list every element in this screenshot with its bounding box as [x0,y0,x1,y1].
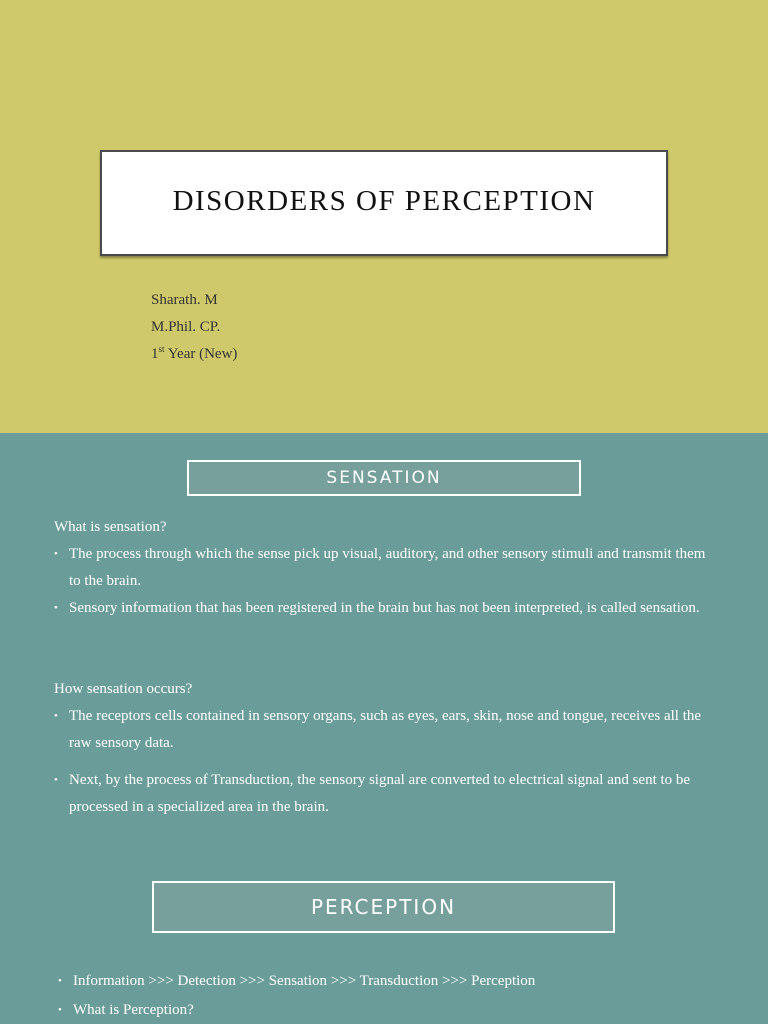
section-heading-sensation: SENSATION [187,460,581,496]
list-item-text: The process through which the sense pick up visual, auditory, and other sensory stimuli and transmit them to the brain. [69,546,706,589]
list-item-text: Next, by the process of Transduction, the sensory signal are converted to electrical signal and sent to be processed in a specialized area in the brain. [69,772,691,815]
year-superscript: st [158,344,165,354]
list-item [54,767,714,821]
author-year [151,341,237,368]
list-item-text: Sensory information that has been registered in the brain but has not been interpreted, is called sensation. [69,600,700,616]
bullet-icon: • [54,774,58,786]
list-item-text: What is Perception? [73,1002,194,1018]
author-block [151,287,237,368]
bullet-icon: • [54,602,58,614]
list-item-text: Information >>> Detection >>> Sensation >>> Transduction >>> Perception [73,973,536,989]
bullet-icon: • [58,975,62,987]
question-how-sensation: How sensation occurs? [54,681,193,697]
year-suffix: Year (New) [164,346,238,362]
year-prefix: 1 [151,346,159,362]
title-slide [0,0,768,433]
bullet-icon: • [54,710,58,722]
list-item [58,968,718,995]
bullet-icon: • [58,1004,62,1016]
section-heading-perception: PERCEPTION [152,881,615,933]
list-item [58,997,718,1024]
author-name: Sharath. M [151,292,218,308]
bullet-icon: • [54,548,58,560]
content-slide [0,433,768,1024]
list-item-text: The receptors cells contained in sensory organs, such as eyes, ears, skin, nose and tongue, receives all the raw sensory data. [69,708,702,751]
list-item [54,541,714,595]
list-item [54,703,714,757]
list-item [54,595,714,622]
question-sensation: What is sensation? [54,519,167,535]
slide-title: DISORDERS OF PERCEPTION [172,184,596,217]
author-degree: M.Phil. CP. [151,319,221,335]
title-box [100,150,668,256]
